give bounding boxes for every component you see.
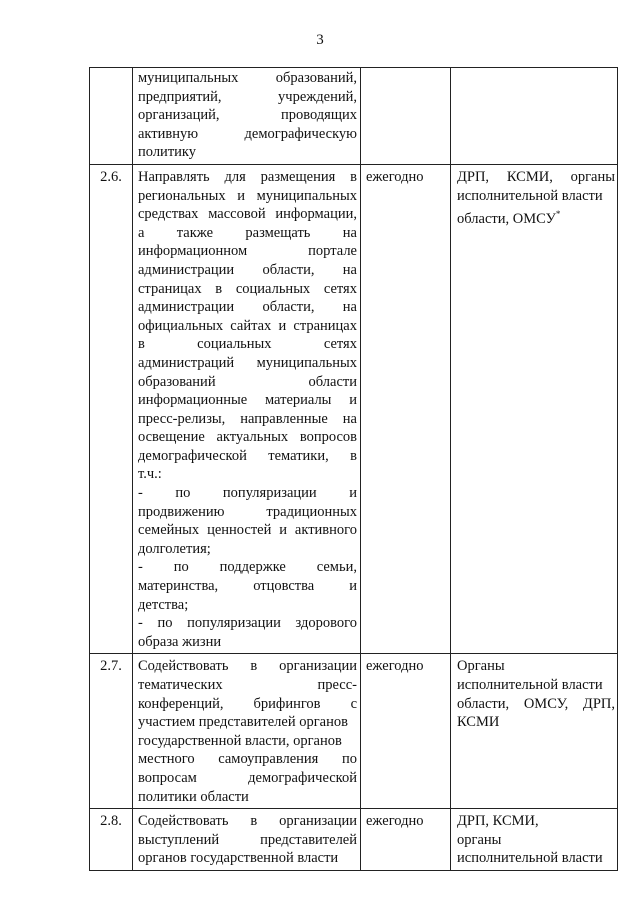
word: КСМИ, [506, 168, 553, 185]
measure-line [138, 373, 357, 392]
word: и [279, 522, 288, 539]
word: поддержке [219, 559, 286, 576]
word: официальных [138, 317, 224, 334]
measure-line [138, 788, 357, 807]
measure-line [138, 503, 357, 522]
measure-line [138, 187, 357, 206]
word: исполнительной власти [457, 187, 603, 204]
measure-line [138, 695, 357, 714]
word: государственной власти, органов [138, 732, 342, 749]
word: здорового [295, 615, 357, 632]
word: представителей [260, 831, 357, 848]
word: активную [138, 125, 199, 142]
word: и [349, 392, 357, 409]
word: ДРП, [582, 695, 615, 712]
word: в [350, 447, 357, 464]
measure-line [138, 831, 357, 850]
measure-line [138, 750, 357, 769]
word: политику [138, 144, 196, 161]
word: демографическую [244, 125, 357, 142]
word: долголетия; [138, 540, 211, 557]
word: области, ОМСУ [457, 211, 556, 228]
word: области, [457, 695, 510, 712]
word: информационные [138, 392, 248, 409]
measure-text [133, 809, 361, 871]
word: активного [294, 522, 357, 539]
word: на [342, 299, 357, 316]
word: сайтах [230, 317, 272, 334]
responsible-line [457, 831, 615, 850]
measures-table [89, 67, 618, 871]
word: на [342, 410, 357, 427]
word: органов государственной власти [138, 850, 339, 867]
word: КСМИ [457, 714, 500, 731]
measure-line [138, 732, 357, 751]
word: выступлений [138, 831, 220, 848]
word: - [138, 615, 143, 632]
measure-line [138, 633, 357, 652]
word: органы [570, 168, 615, 185]
footnote-mark: * [555, 209, 561, 220]
word: исполнительной власти [457, 677, 603, 693]
measure-line [138, 261, 357, 280]
measure-line [138, 168, 357, 187]
word: с [350, 695, 357, 712]
responsible-line [457, 713, 615, 732]
word: ценностей [207, 522, 272, 539]
word: области, [262, 261, 315, 278]
word: ОМСУ, [523, 695, 569, 712]
word: популяризации [187, 615, 281, 632]
word: Органы [457, 658, 505, 675]
measure-line [138, 224, 357, 243]
word: - [138, 559, 143, 576]
measure-line [138, 849, 357, 868]
measure-line [138, 447, 357, 466]
word: Направлять [138, 168, 210, 185]
item-number: 2.7. [90, 654, 133, 809]
word: в [350, 168, 357, 185]
responsible-line [457, 205, 615, 229]
measure-line [138, 88, 357, 107]
measure-line [138, 676, 357, 695]
measure-line [138, 614, 357, 633]
word: организации [279, 813, 357, 830]
responsible-line [457, 812, 615, 831]
measure-line [138, 143, 357, 162]
word: учреждений, [278, 88, 357, 105]
word: актуальных [216, 429, 289, 446]
word: тематических [138, 677, 223, 693]
word: муниципальных [138, 70, 239, 86]
item-number: 2.8. [90, 809, 133, 871]
measure-line [138, 410, 357, 429]
word: вопросам [138, 769, 197, 786]
word: средствах [138, 206, 199, 223]
word: информационном [138, 243, 248, 260]
word: по [173, 559, 189, 576]
measure-line [138, 205, 357, 224]
word: традиционных [266, 503, 357, 520]
page-number: 3 [316, 32, 324, 48]
word: страницах [293, 317, 357, 334]
word: на [342, 261, 357, 278]
deadline: ежегодно [361, 809, 451, 871]
word: в [215, 280, 223, 297]
word: портале [308, 243, 357, 260]
measure-text [133, 164, 361, 653]
measure-line [138, 540, 357, 559]
word: информации, [275, 206, 357, 223]
deadline: ежегодно [361, 654, 451, 809]
measure-line [138, 484, 357, 503]
word: организации [279, 658, 357, 675]
word: по [341, 751, 357, 768]
measure-line [138, 125, 357, 144]
word: администрации [138, 299, 235, 316]
word: страницах [138, 280, 202, 297]
measure-line [138, 354, 357, 373]
word: и [237, 187, 245, 204]
word: брифингов [253, 695, 321, 712]
word: Содействовать [138, 658, 229, 675]
word: органы [457, 831, 502, 848]
word: по [175, 485, 191, 502]
word: в [138, 336, 145, 353]
word: ДРП, КСМИ, [457, 813, 539, 830]
word: демографической [248, 769, 357, 786]
measure-line [138, 69, 357, 88]
word: области, [262, 299, 315, 316]
responsible [451, 654, 618, 809]
responsible-line [457, 168, 615, 187]
responsible-line [457, 849, 615, 868]
word: на [342, 224, 357, 241]
word: в [250, 658, 258, 675]
word: исполнительной власти [457, 850, 603, 867]
measure-line [138, 317, 357, 336]
measure-line [138, 391, 357, 410]
word: образа жизни [138, 633, 222, 650]
measure-line [138, 242, 357, 261]
measure-line [138, 298, 357, 317]
measure-line [138, 596, 357, 615]
item-number [90, 68, 133, 165]
word: материнства, [138, 578, 219, 595]
word: семьи, [316, 559, 357, 576]
word: - [138, 485, 143, 502]
measure-line [138, 335, 357, 354]
word: демографической [138, 447, 247, 464]
measure-line [138, 106, 357, 125]
responsible [451, 164, 618, 653]
responsible-line [457, 187, 615, 206]
word: муниципальных [256, 187, 357, 204]
word: материалы [264, 392, 332, 409]
word: и [349, 485, 357, 502]
deadline [361, 68, 451, 165]
word: социальных [235, 280, 311, 297]
word: вопросов [299, 429, 357, 446]
deadline: ежегодно [361, 164, 451, 653]
measure-line [138, 713, 357, 732]
measure-line [138, 769, 357, 788]
measure-line [138, 558, 357, 577]
word: размещать [245, 224, 311, 241]
word: области [308, 373, 357, 390]
measure-line [138, 812, 357, 831]
word: пресс-релизы, [138, 410, 226, 427]
table-row [90, 164, 618, 653]
word: муниципальных [256, 354, 357, 371]
table-row [90, 68, 618, 165]
measure-line [138, 521, 357, 540]
word: детства; [138, 596, 189, 613]
word: и [349, 578, 357, 595]
word: размещения [260, 168, 336, 185]
word: организаций, [138, 107, 220, 124]
measure-line [138, 577, 357, 596]
word: участием представителей органов [138, 714, 348, 731]
word: в [250, 813, 258, 830]
word: т.ч.: [138, 466, 162, 483]
word: направленные [240, 410, 328, 427]
word: администрации [138, 261, 235, 278]
word: региональных [138, 187, 226, 204]
responsible [451, 68, 618, 165]
responsible-line [457, 695, 615, 714]
word: самоуправления [218, 751, 319, 768]
word: пресс- [317, 677, 357, 693]
responsible-line [457, 657, 615, 676]
word: проводящих [280, 107, 357, 124]
word: а [138, 224, 145, 241]
measures-table-body [90, 68, 618, 871]
table-row [90, 809, 618, 871]
word: сетях [323, 336, 357, 353]
measure-line [138, 428, 357, 447]
item-number: 2.6. [90, 164, 133, 653]
word: конференций, [138, 695, 224, 712]
measure-text [133, 654, 361, 809]
word: массовой [208, 206, 266, 223]
measure-line [138, 465, 357, 484]
word: освещение [138, 429, 205, 446]
word: политики области [138, 788, 249, 805]
word: местного [138, 751, 195, 768]
word: по [157, 615, 173, 632]
word: Содействовать [138, 813, 229, 830]
word: образований, [275, 70, 357, 86]
word: администраций [138, 354, 235, 371]
word: популяризации [222, 485, 317, 502]
word: также [176, 224, 214, 241]
word: и [278, 317, 287, 334]
word: образований [138, 373, 216, 390]
word: семейных [138, 522, 200, 539]
measure-line [138, 657, 357, 676]
word: ДРП, [457, 168, 490, 185]
word: отцовства [253, 578, 315, 595]
word: для [224, 168, 246, 185]
measure-line [138, 280, 357, 299]
responsible-line [457, 676, 615, 695]
word: тематики, [268, 447, 329, 464]
responsible [451, 809, 618, 871]
word: предприятий, [138, 88, 222, 105]
measure-text [133, 68, 361, 165]
word: продвижению [138, 503, 225, 520]
word: социальных [197, 336, 272, 353]
table-row [90, 654, 618, 809]
word: сетях [323, 280, 357, 297]
